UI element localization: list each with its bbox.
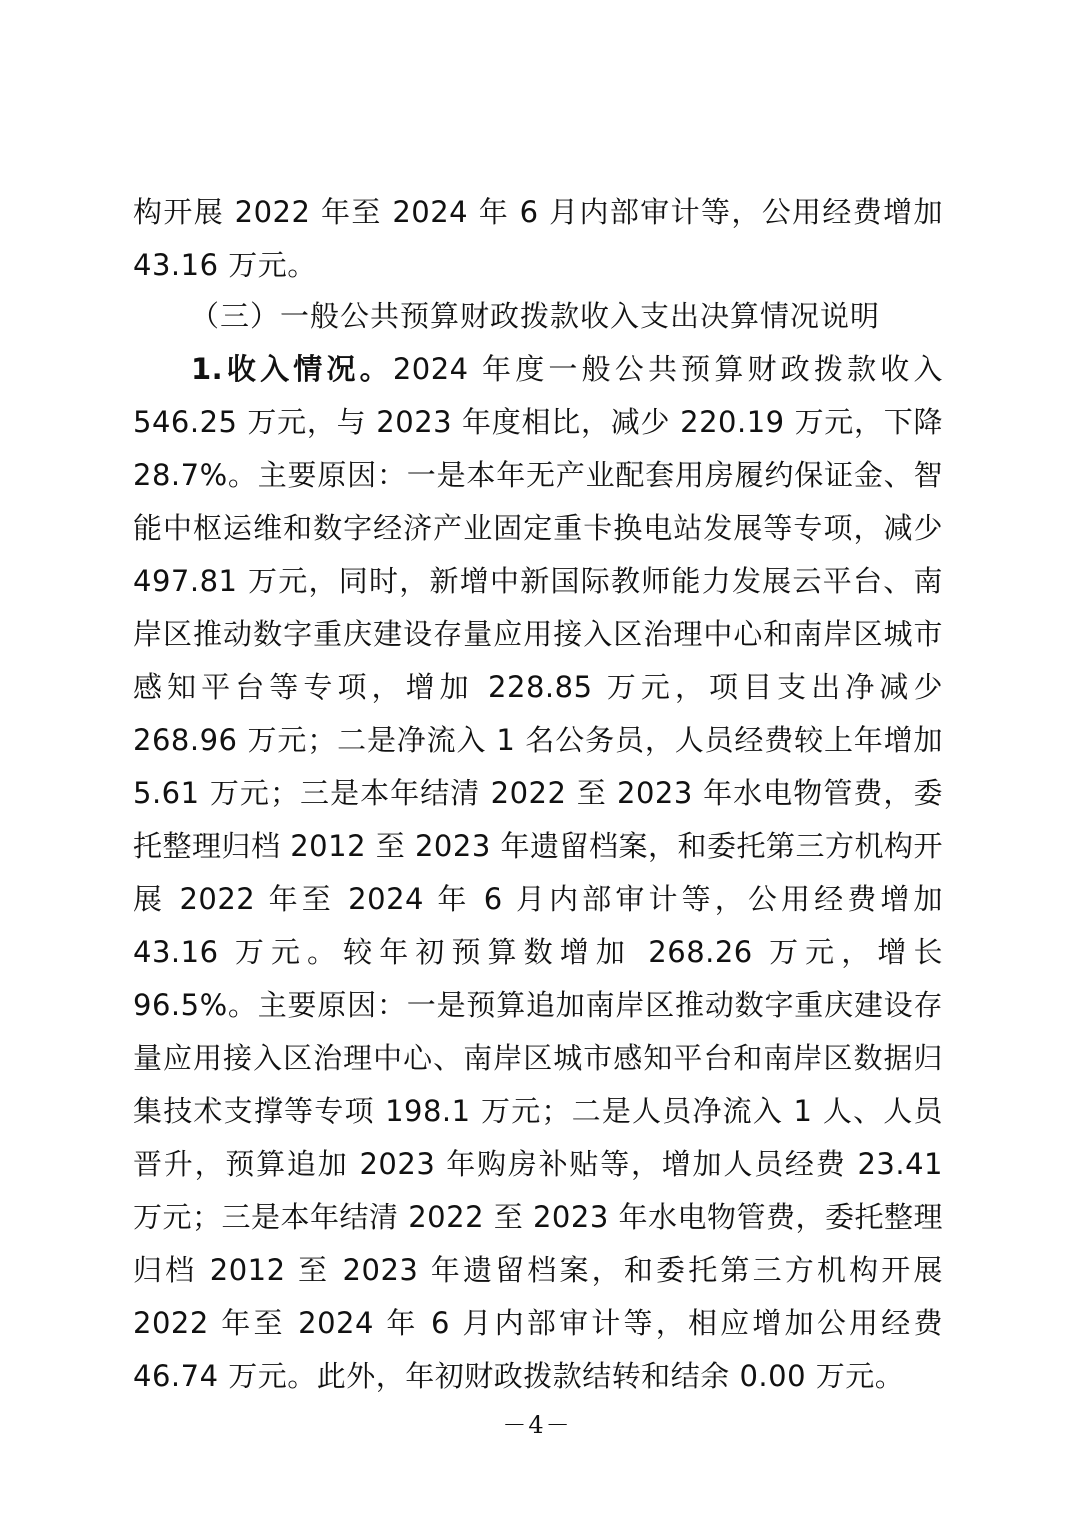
section-heading: （三）一般公共预算财政拨款收入支出决算情况说明 xyxy=(190,299,881,333)
page-number: －4－ xyxy=(502,1411,572,1439)
income-paragraph-text xyxy=(133,343,943,1403)
income-body: 2024 年度一般公共预算财政拨款收入 546.25 万元，与 2023 年度相比，减少 220.19 万元，下降 28.7%。主要原因：一是本年无产业配套用房履约保证金、智能中枢运维和数字经济产业固定重卡换电站发展等专项，减少 497.81 万元，同时，新增中新国际教师能力发展云平台、南岸区推动数字重庆建设存量应用接入区治理中心和南岸区城市感知平台等专项，增加 228.85 万元，项目支出净减少 268.96 万元；二是净流入 1 名公务员，人员经费较上年增加 5.61 万元；三是本年结清 2022 至 2023 年水电物管费，委托整理归档 2012 至 2023 年遗留档案，和委托第三方机构开展 2022 年至 2024 年 6 月内部审计等，公用经费增加 43.16 万元。较年初预算数增加 268.26 万元，增长 96.5%。主要原因：一是预算追加南岸区推动数字重庆建设存量应用接入区治理中心、南岸区城市感知平台和南岸区数据归集技术支撑等专项 198.1 万元；二是人员净流入 1 人、人员晋升，预算追加 2023 年购房补贴等，增加人员经费 23.41 万元；三是本年结清 2022 至 2023 年水电物管费，委托整理归档 2012 至 2023 年遗留档案，和委托第三方机构开展 2022 年至 2024 年 6 月内部审计等，相应增加公用经费 46.74 万元。此外，年初财政拨款结转和结余 0.00 万元。 xyxy=(133,352,943,1393)
continuation-paragraph xyxy=(133,186,943,292)
continuation-text: 构开展 2022 年至 2024 年 6 月内部审计等，公用经费增加 43.16 万元。 xyxy=(133,195,943,282)
income-paragraph xyxy=(133,343,943,1403)
income-lead-in: 1.收入情况。 xyxy=(191,352,393,386)
